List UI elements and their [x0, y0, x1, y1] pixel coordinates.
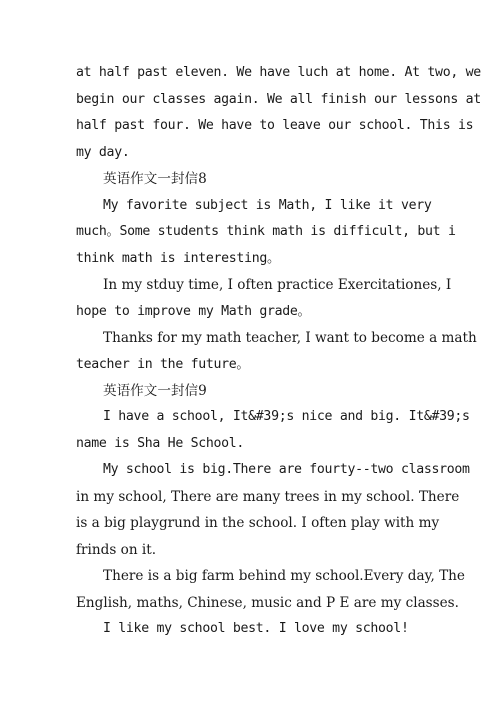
text-line: is a big playgrund in the school. I often play with my [76, 515, 440, 531]
section-heading: 英语作文一封信9 [103, 383, 207, 399]
text-line: English, maths, Chinese, music and P E are my classes. [76, 595, 459, 611]
text-line: There is a big farm behind my school.Every day, The [103, 568, 465, 584]
text-line: Thanks for my math teacher, I want to become a math [103, 330, 477, 346]
text-line: teacher in the future。 [76, 357, 250, 372]
text-line: name is Sha He School. [76, 436, 245, 451]
text-line: My school is big.There are fourty--two classroom [103, 462, 470, 477]
text-line: at half past eleven. We have luch at home. At two, we [76, 65, 481, 80]
text-line: my day. [76, 145, 130, 160]
text-line: My favorite subject is Math, I like it very [103, 198, 432, 213]
section-heading: 英语作文一封信8 [103, 171, 207, 187]
text-line: in my school, There are many trees in my school. There [76, 489, 460, 505]
text-line: think math is interesting。 [76, 251, 280, 266]
text-line: half past four. We have to leave our school. This is [76, 118, 474, 133]
text-line: In my stduy time, I often practice Exercitationes, I [103, 277, 452, 293]
text-line: frinds on it. [76, 542, 157, 558]
text-line: I like my school best. I love my school! [103, 621, 409, 636]
text-line: hope to improve my Math grade。 [76, 304, 311, 319]
text-line: I have a school, It&#39;s nice and big. It&#39;s [103, 409, 470, 424]
text-line: begin our classes again. We all finish our lessons at [76, 92, 481, 107]
text-line: much。Some students think math is difficult, but i [76, 224, 456, 239]
